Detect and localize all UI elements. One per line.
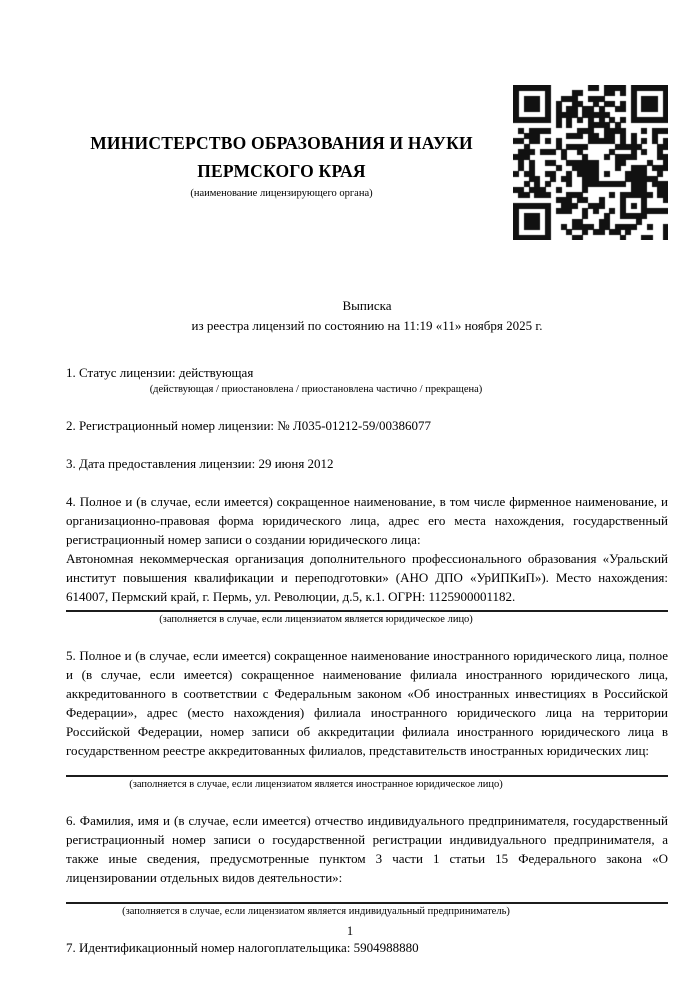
- ministry-name-line1: МИНИСТЕРСТВО ОБРАЗОВАНИЯ И НАУКИ: [90, 133, 473, 153]
- item-taxpayer-number: [66, 938, 668, 957]
- item-foreign-entity: [66, 646, 668, 792]
- license-extract-items: [66, 363, 668, 957]
- document-header: [66, 85, 668, 240]
- license-status-caption: (действующая / приостановлена / приостановлена частично / прекращена): [149, 384, 483, 395]
- page-number: 1: [346, 924, 354, 938]
- fill-in-line: [66, 902, 668, 904]
- document-content: [0, 85, 700, 957]
- individual-entrepreneur-caption: (заполняется в случае, если лицензиатом является индивидуальный предприниматель): [122, 906, 510, 917]
- foreign-entity-caption: (заполняется в случае, если лицензиатом является иностранное юридическое лицо): [129, 779, 503, 790]
- item-registration-number: [66, 416, 668, 435]
- document-title-line2: из реестра лицензий по состоянию на 11:19 «11» ноября 2025 г.: [191, 318, 543, 333]
- blank-field: [66, 760, 668, 771]
- license-date-text: 3. Дата предоставления лицензии: 29 июня 2012: [66, 456, 334, 471]
- item-individual-entrepreneur: [66, 811, 668, 919]
- qr-code-icon: [513, 85, 668, 240]
- item-license-date: [66, 454, 668, 473]
- document-title-line1: Выписка: [342, 298, 392, 313]
- legal-entity-caption: (заполняется в случае, если лицензиатом является юридическое лицо): [159, 614, 473, 625]
- blank-field: [66, 887, 668, 898]
- legal-entity-caption-wrap: [66, 613, 566, 627]
- item-legal-entity: [66, 492, 668, 627]
- fill-in-line: [66, 775, 668, 777]
- ministry-name-line2: ПЕРМСКОГО КРАЯ: [197, 161, 366, 181]
- legal-entity-label: 4. Полное и (в случае, если имеется) сокращенное наименование, в том числе фирменное наименование, и организационно-правовая форма юридического лица, адрес его места нахождения, государственный регистрационный номер записи о создании юридического лица:: [66, 494, 668, 547]
- foreign-entity-label: 5. Полное и (в случае, если имеется) сокращенное наименование иностранного юридического лица, полное и (в случае, если имеется) сокращенное наименование филиала иностранного юридического лица, аккредитованного в соответствии с Федеральным законом «Об иностранных инвестициях в Российской Федерации», адрес (место нахождения) филиала иностранного юридического лица на территории Российской Федерации, номер записи об аккредитации филиала иностранного юридического лица в государственном реестре аккредитованных филиалов, представительств иностранных юридических лиц:: [66, 648, 668, 758]
- licensing-authority-caption: (наименование лицензирующего органа): [190, 188, 373, 199]
- licensing-authority-block: [66, 85, 513, 201]
- individual-entrepreneur-label: 6. Фамилия, имя и (в случае, если имеется) отчество индивидуального предпринимателя, государственный регистрационный номер записи о государственной регистрации индивидуального предпринимателя, а также иные сведения, предусмотренные пунктом 3 части 1 статьи 15 Федерального закона «О лицензировании отдельных видов деятельности»:: [66, 813, 668, 885]
- item-license-status: [66, 363, 668, 397]
- document-title: [66, 296, 668, 336]
- legal-entity-value: Автономная некоммерческая организация дополнительного профессионального образования «Уральский институт повышения квалификации и переподготовки» (АНО ДПО «УрИПКиП»). Место нахождения: 614007, Пермский край, г. Пермь, ул. Революции, д.5, к.1. ОГРН: 1125900001182.: [66, 551, 668, 604]
- license-status-text: 1. Статус лицензии: действующая: [66, 365, 254, 380]
- taxpayer-number-text: 7. Идентификационный номер налогоплательщика: 5904988880: [66, 940, 419, 955]
- individual-entrepreneur-caption-wrap: [66, 905, 566, 919]
- foreign-entity-caption-wrap: [66, 778, 566, 792]
- registration-number-text: 2. Регистрационный номер лицензии: № Л035-01212-59/00386077: [66, 418, 432, 433]
- fill-in-line: [66, 610, 668, 612]
- license-status-caption-wrap: [66, 383, 566, 397]
